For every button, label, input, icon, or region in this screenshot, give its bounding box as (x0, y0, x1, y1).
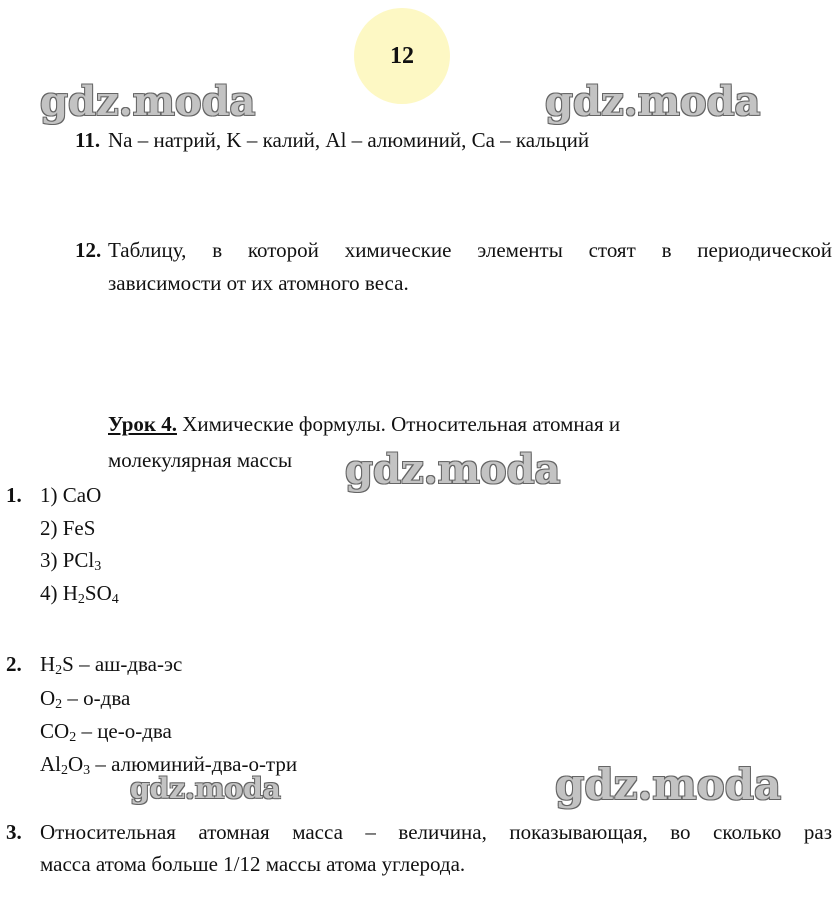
question-1-number: 1. (6, 483, 22, 507)
item-11-text: Na – натрий, K – калий, Al – алюминий, Ca – кальций (108, 128, 590, 152)
lesson-heading (108, 410, 620, 438)
item-12-line-1: Таблицу, в которой химические элементы стоят в периодической (108, 238, 832, 262)
question-2-line-1: $H_2S - аш-два-эс$ (40, 652, 183, 678)
lesson-title-rest: Химические формулы. Относительная атомная и (182, 412, 621, 436)
question-2-number: 2. (6, 652, 22, 676)
lesson-heading-line-2: молекулярная массы (108, 448, 293, 472)
question-3-line-2: масса атома больше 1/12 массы атома углерода. (40, 852, 466, 876)
lesson-title: Урок 4. (108, 412, 177, 436)
watermark: gdz.moda (345, 446, 561, 493)
watermark: gdz.moda (555, 760, 782, 809)
item-11-number: 11. (75, 128, 101, 152)
question-1-answer-3: 3) PCl$_3$ (40, 548, 102, 574)
page-number-badge (354, 8, 450, 104)
watermark: gdz.moda (40, 78, 256, 125)
watermark: gdz.moda (545, 78, 761, 125)
question-3-line-1: Относительная атомная масса – величина, показывающая, во сколько раз (40, 820, 832, 844)
question-2-line-3: $CO_2 - це-о-два$ (40, 719, 172, 745)
item-12-line-2: зависимости от их атомного веса. (108, 271, 409, 295)
question-3-number: 3. (6, 820, 22, 844)
question-2-line-4: $Al_2O_3$ – алюминий-два-о-три (40, 752, 298, 778)
question-2-line-2: $O_2 - о-два$ (40, 686, 131, 712)
question-1-answer-2: 2) FeS (40, 516, 96, 540)
item-12-number: 12. (75, 238, 102, 262)
question-1-answer-4: 4) $H_2SO_4$ (40, 581, 119, 607)
page-number: 12 (390, 42, 414, 69)
question-1-answer-1: 1) CaO (40, 483, 102, 507)
watermark: gdz.moda (130, 772, 281, 805)
